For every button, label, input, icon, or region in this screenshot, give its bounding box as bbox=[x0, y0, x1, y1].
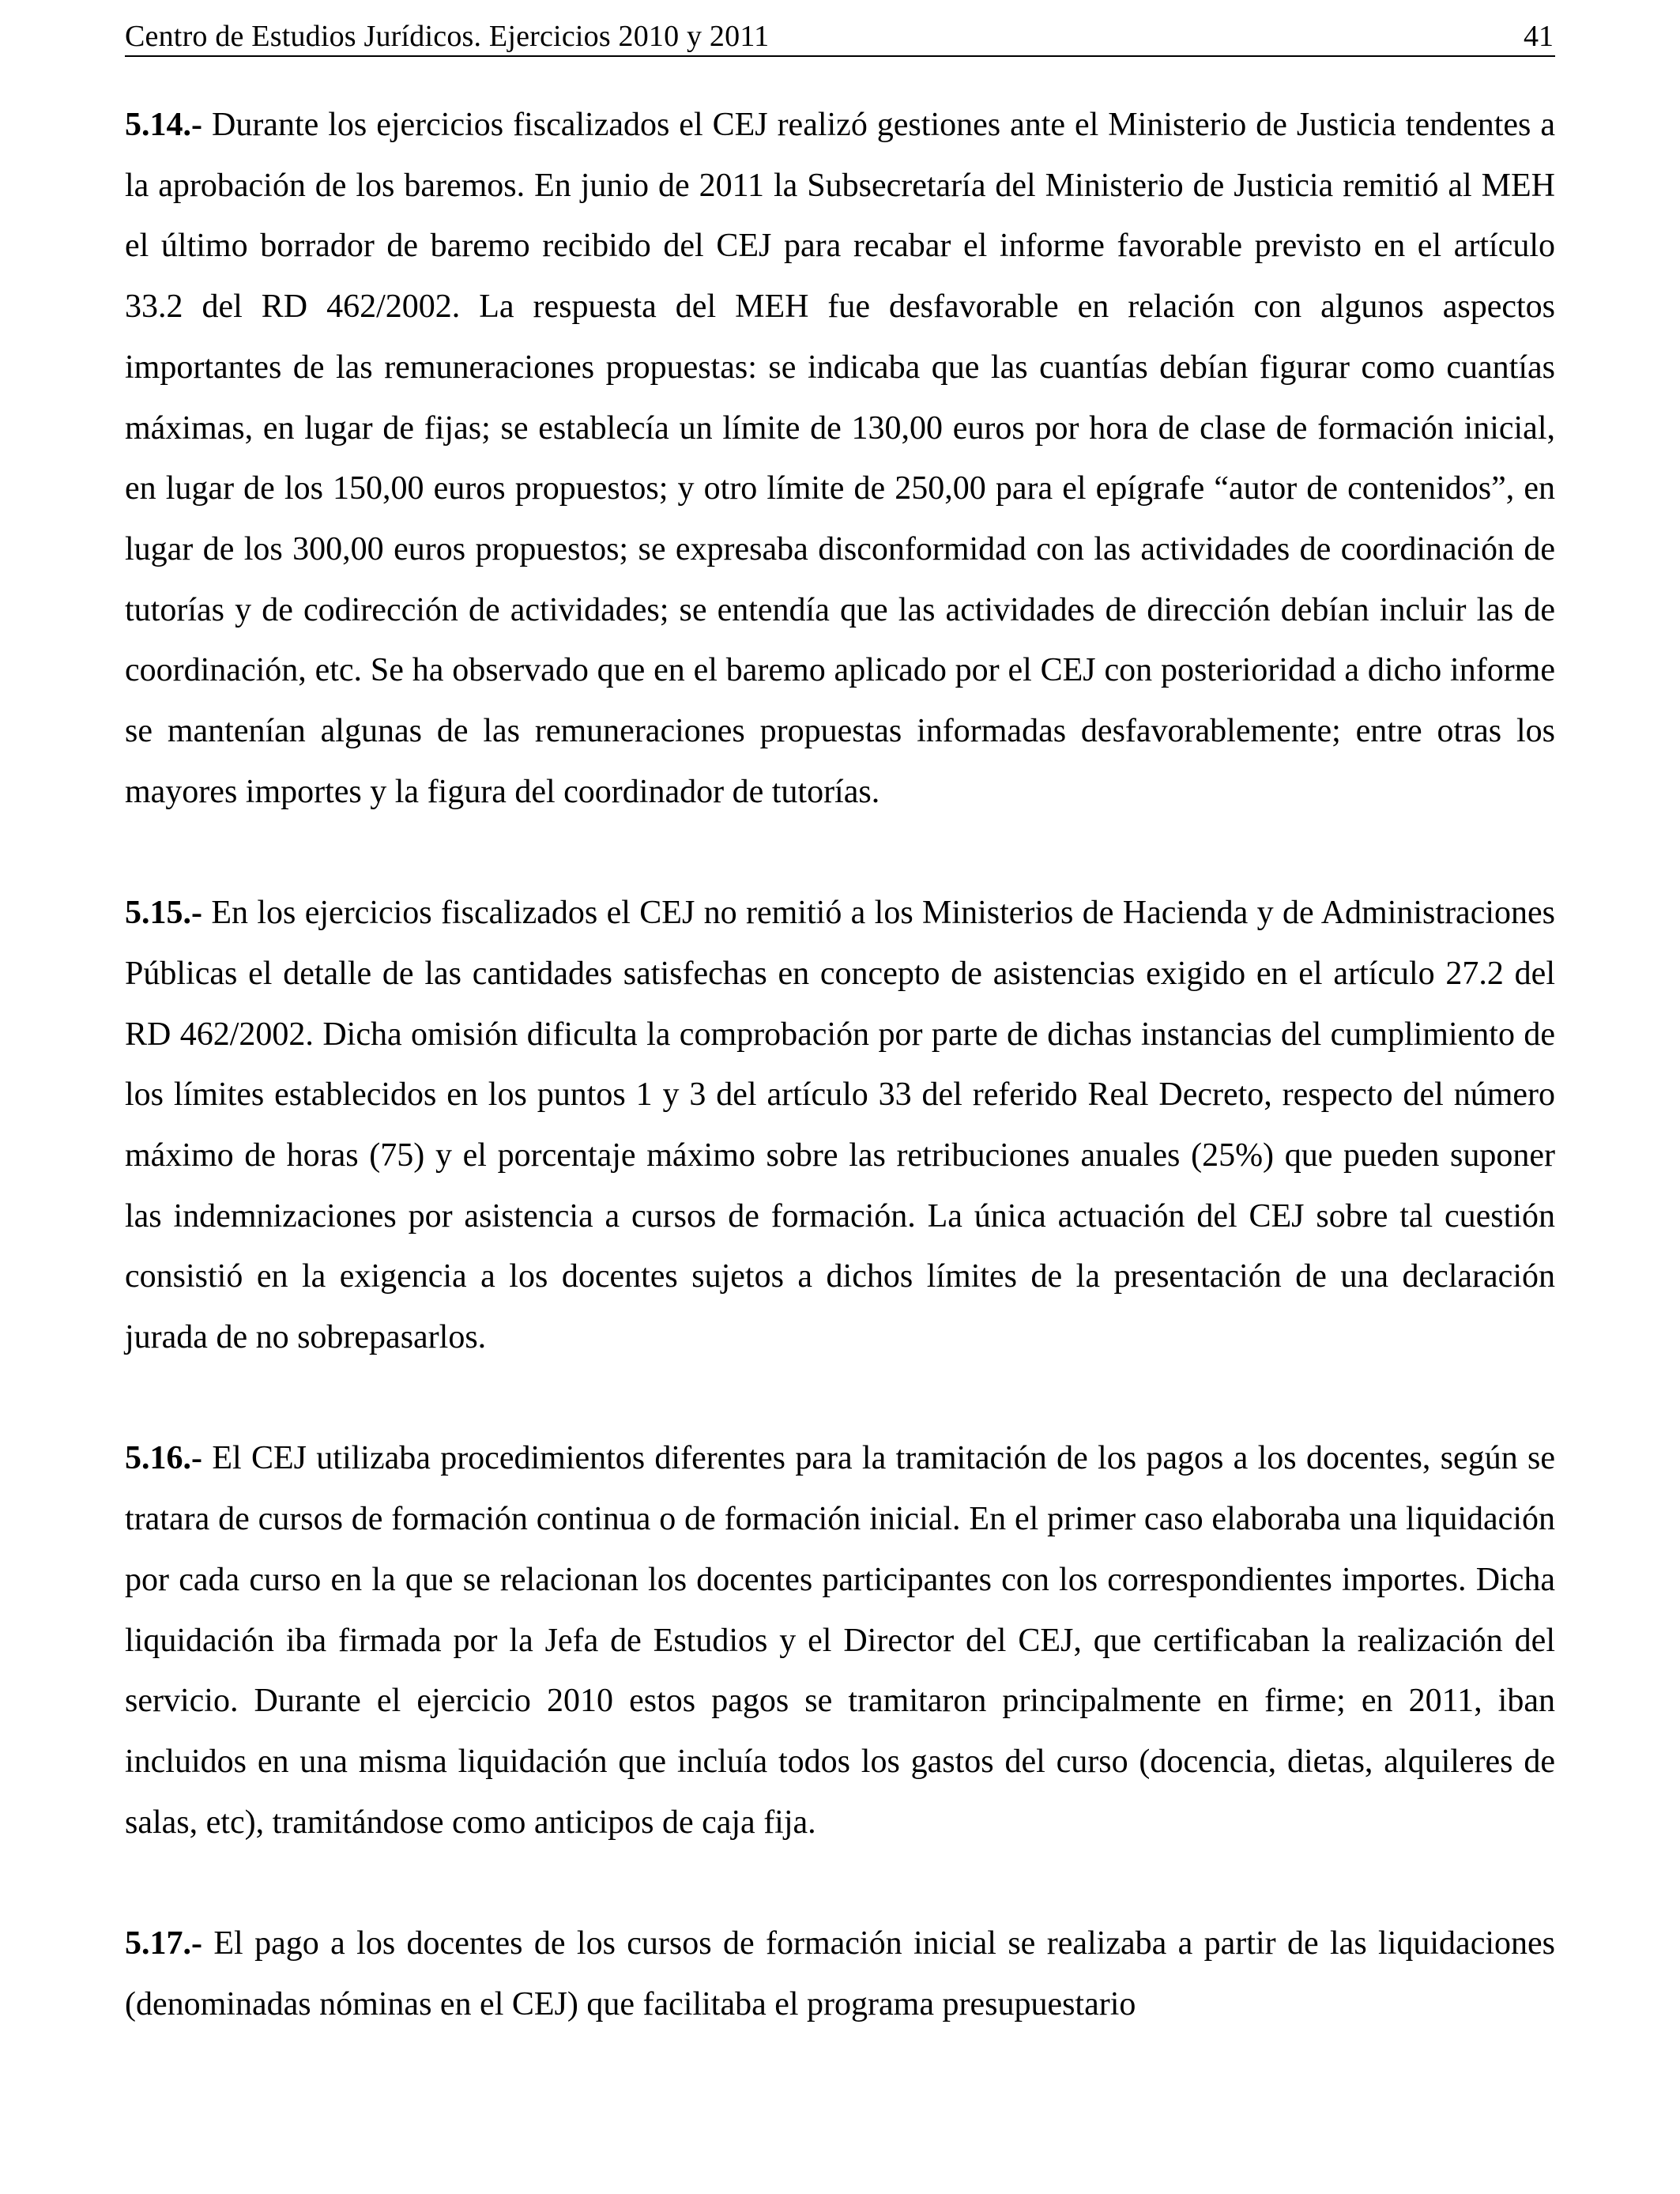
paragraph-text: El CEJ utilizaba procedimientos diferentes para la tramitación de los pagos a los docentes, según se tratara de cursos de formación continua o de formación inicial. En el primer caso elaboraba una liquidación por cada curso en la que se relacionan los docentes participantes con los correspondientes importes. Dicha liquidación iba firmada por la Jefa de Estudios y el Director del CEJ, que certificaban la realización del servicio. Durante el ejercicio 2010 estos pagos se tramitaron principalmente en firme; en 2011, iban incluidos en una misma liquidación que incluía todos los gastos del curso (docencia, dietas, alquileres de salas, etc), tramitándose como anticipos de caja fija. bbox=[125, 1440, 1555, 1841]
paragraph-5-17 bbox=[125, 1913, 1555, 2034]
paragraph-5-14 bbox=[125, 95, 1555, 822]
paragraph-number: 5.17.- bbox=[125, 1925, 202, 1962]
header-title: Centro de Estudios Jurídicos. Ejercicios 2010 y 2011 bbox=[125, 20, 770, 53]
paragraph-5-15 bbox=[125, 883, 1555, 1368]
paragraph-text: En los ejercicios fiscalizados el CEJ no remitió a los Ministerios de Hacienda y de Administraciones Públicas el detalle de las cantidades satisfechas en concepto de asistencias exigido en el artículo 27.2 del RD 462/2002. Dicha omisión dificulta la comprobación por parte de dichas instancias del cumplimiento de los límites establecidos en los puntos 1 y 3 del artículo 33 del referido Real Decreto, respecto del número máximo de horas (75) y el porcentaje máximo sobre las retribuciones anuales (25%) que pueden suponer las indemnizaciones por asistencia a cursos de formación. La única actuación del CEJ sobre tal cuestión consistió en la exigencia a los docentes sujetos a dichos límites de la presentación de una declaración jurada de no sobrepasarlos. bbox=[125, 895, 1555, 1356]
paragraph-number: 5.14.- bbox=[125, 107, 202, 143]
paragraph-number: 5.15.- bbox=[125, 895, 202, 932]
paragraph-text: Durante los ejercicios fiscalizados el CEJ realizó gestiones ante el Ministerio de Justicia tendentes a la aprobación de los baremos. En junio de 2011 la Subsecretaría del Ministerio de Justicia remitió al MEH el último borrador de baremo recibido del CEJ para recabar el informe favorable previsto en el artículo 33.2 del RD 462/2002. La respuesta del MEH fue desfavorable en relación con algunos aspectos importantes de las remuneraciones propuestas: se indicaba que las cuantías debían figurar como cuantías máximas, en lugar de fijas; se establecía un límite de 130,00 euros por hora de clase de formación inicial, en lugar de los 150,00 euros propuestos; y otro límite de 250,00 para el epígrafe “autor de contenidos”, en lugar de los 300,00 euros propuestos; se expresaba disconformidad con las actividades de coordinación de tutorías y de codirección de actividades; se entendía que las actividades de dirección debían incluir las de coordinación, etc. Se ha observado que en el baremo aplicado por el CEJ con posterioridad a dicho informe se mantenían algunas de las remuneraciones propuestas informadas desfavorablemente; entre otras los mayores importes y la figura del coordinador de tutorías. bbox=[125, 107, 1556, 810]
paragraph-text: El pago a los docentes de los cursos de formación inicial se realizaba a partir de las liquidaciones (denominadas nóminas en el CEJ) que facilitaba el programa presupuestario bbox=[125, 1925, 1555, 2022]
page-number: 41 bbox=[1524, 20, 1554, 53]
page-header bbox=[125, 17, 1555, 57]
paragraph-5-16 bbox=[125, 1428, 1555, 1853]
paragraph-number: 5.16.- bbox=[125, 1440, 202, 1477]
document-body bbox=[125, 95, 1555, 2095]
